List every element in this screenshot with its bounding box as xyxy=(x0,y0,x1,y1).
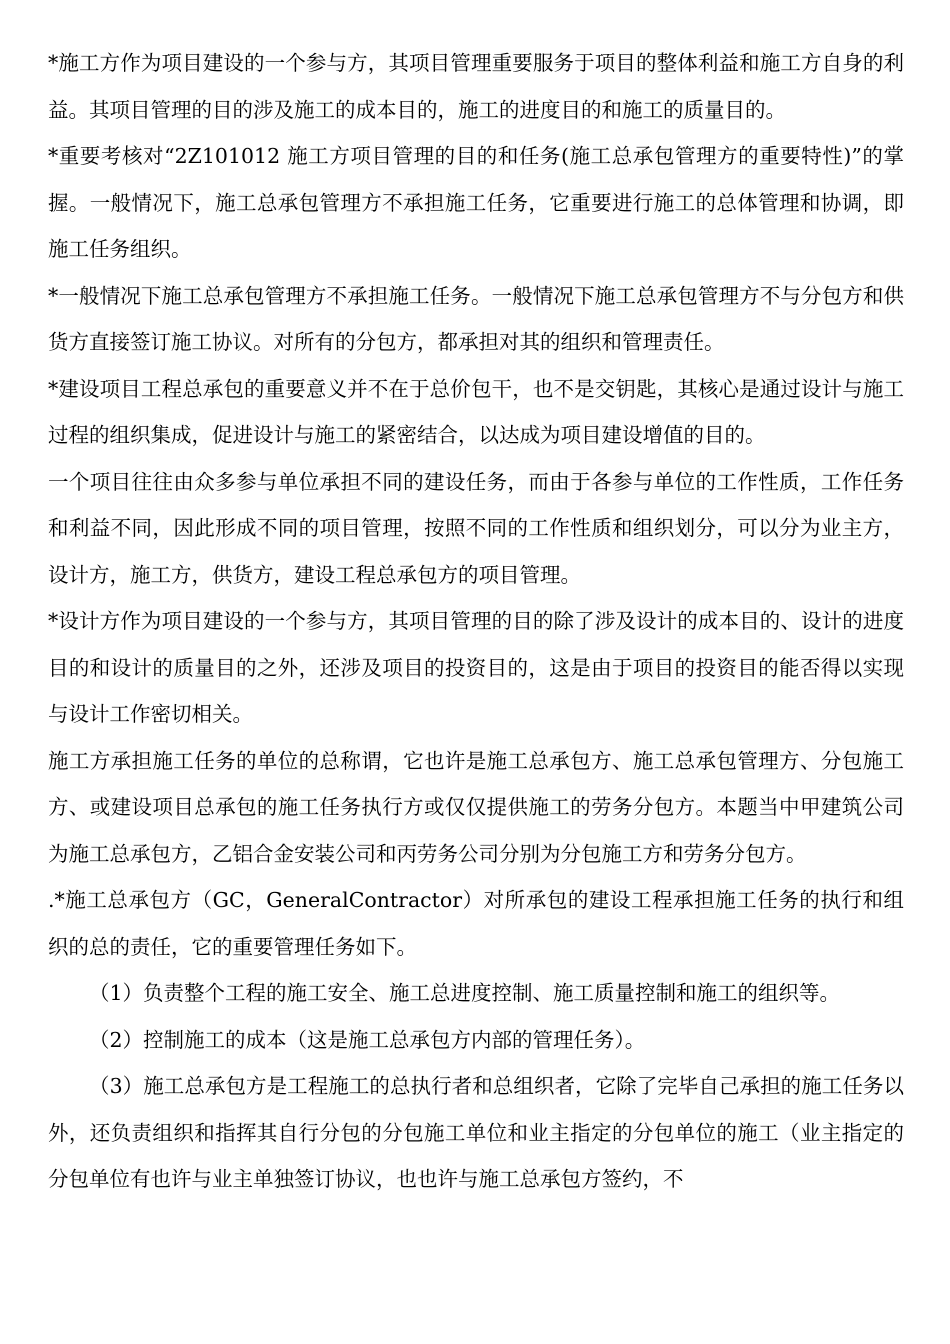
paragraph-contractor-role: *施工方作为项目建设的一个参与方，其项目管理重要服务于项目的整体利益和施工方自身的利益。其项目管理的目的涉及施工的成本目的，施工的进度目的和施工的质量目的。 xyxy=(48,51,904,122)
paragraph-project-participants: 一个项目往往由众多参与单位承担不同的建设任务，而由于各参与单位的工作性质，工作任务和利益不同，因此形成不同的项目管理，按照不同的工作性质和组织划分，可以分为业主方，设计方，施工方，供货方，建设工程总承包方的项目管理。 xyxy=(48,469,904,587)
document-page xyxy=(48,40,904,1203)
paragraph-exam-focus: *重要考核对“2Z101012 施工方项目管理的目的和任务(施工总承包管理方的重要特性)”的掌握。一般情况下，施工总承包管理方不承担施工任务，它重要进行施工的总体管理和协调，即施工任务组织。 xyxy=(48,144,904,261)
list-item-3: （3）施工总承包方是工程施工的总执行者和总组织者，它除了完毕自己承担的施工任务以外，还负责组织和指挥其自行分包的分包施工单位和业主指定的分包单位的施工（业主指定的分包单位有也许与业主单独签订协议，也也许与施工总承包方签约，不 xyxy=(48,1074,904,1191)
paragraph-epc-significance: *建设项目工程总承包的重要意义并不在于总价包干，也不是交钥匙，其核心是通过设计与施工过程的组织集成，促进设计与施工的紧密结合，以达成为项目建设增值的目的。 xyxy=(48,376,904,447)
paragraph-gc-management: *一般情况下施工总承包管理方不承担施工任务。一般情况下施工总承包管理方不与分包方和供货方直接签订施工协议。对所有的分包方，都承担对其的组织和管理责任。 xyxy=(48,283,904,354)
paragraph-designer-role: *设计方作为项目建设的一个参与方，其项目管理的目的除了涉及设计的成本目的、设计的进度目的和设计的质量目的之外，还涉及项目的投资目的，这是由于项目的投资目的能否得以实现与设计工作密切相关。 xyxy=(48,609,904,726)
list-item-2: （2）控制施工的成本（这是施工总承包方内部的管理任务）。 xyxy=(89,1027,646,1052)
paragraph-general-contractor: .*施工总承包方（GC，GeneralContractor）对所承包的建设工程承担施工任务的执行和组织的总的责任，它的重要管理任务如下。 xyxy=(48,888,904,959)
list-item-1: （1）负责整个工程的施工安全、施工总进度控制、施工质量控制和施工的组织等。 xyxy=(89,981,841,1005)
paragraph-contractor-definition: 施工方承担施工任务的单位的总称谓，它也许是施工总承包方、施工总承包管理方、分包施工方、或建设项目总承包的施工任务执行方或仅仅提供施工的劳务分包方。本题当中甲建筑公司为施工总承包方，乙铝合金安装公司和丙劳务公司分别为分包施工方和劳务分包方。 xyxy=(48,748,904,866)
